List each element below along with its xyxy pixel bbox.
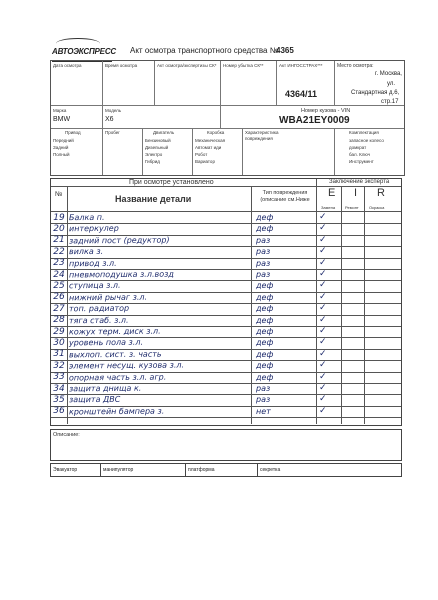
row-replace-check: ✓ xyxy=(319,246,327,257)
row-part-name: уровень пола з.л. xyxy=(68,338,144,348)
col-r-header: R xyxy=(377,187,385,199)
row-replace-check: ✓ xyxy=(319,348,327,359)
row-number: 19 xyxy=(53,212,65,223)
row-part-name: опорная часть з.л. агр. xyxy=(68,372,167,383)
col-e-header: E xyxy=(328,187,336,199)
manipulator-cell: манипулятор xyxy=(101,464,186,476)
row-part-name: интеркулер xyxy=(68,224,119,234)
date-cell: Дата осмотра xyxy=(51,61,103,106)
row-replace-check: ✓ xyxy=(319,269,327,279)
name-header: Название детали xyxy=(115,194,192,204)
make-cell: Марка BMW xyxy=(51,106,103,129)
damage-type-header: Тип повреждения (описание см.Ниже xyxy=(260,190,310,203)
row-part-name: кронштейн бампера з. xyxy=(68,406,165,417)
row-damage-type: деф xyxy=(256,304,274,314)
row-replace-check: ✓ xyxy=(319,280,327,291)
row-damage-type: раз xyxy=(256,247,271,257)
row-part-name: элемент несущ. кузова з.л. xyxy=(68,360,185,371)
document-title: Акт осмотра транспортного средства № xyxy=(130,46,279,55)
bottom-strip xyxy=(50,463,402,477)
row-number: 21 xyxy=(53,235,65,246)
gearbox-cell: Коробка Механическая Автомат иди Робот Вариатор xyxy=(193,129,243,175)
row-damage-type: раз xyxy=(256,270,271,279)
row-replace-check: ✓ xyxy=(319,257,327,268)
row-number: 28 xyxy=(53,315,65,326)
row-part-name: привод з.л. xyxy=(68,258,117,268)
damage-char-cell: Характеристика повреждения xyxy=(243,129,335,175)
row-replace-check: ✓ xyxy=(319,337,327,348)
row-replace-check: ✓ xyxy=(319,383,327,393)
row-replace-check: ✓ xyxy=(319,371,327,382)
row-number: 25 xyxy=(53,280,65,291)
findings-table: При осмотре установлено Заключение эксперта № Название детали Тип повреждения (описание см.Ниже E I R Замена Ремонт Окраска 19 Балка п. деф ✓ 20 интеркулер деф ✓ 21 задний пост (редуктор) раз ✓ 22 вилка з. раз ✓ 23 привод з.л. раз ✓ 24 пневмоподушка з.л.возд раз ✓ 25 ступица з.л. деф ✓ 26 нижний рычаг з.л. деф ✓ 27 топ. радиатор деф ✓ 28 тяга стаб. з.л. деф ✓ 29 кожух терм. диск з.л. деф ✓ 30 уровень пола з.л. деф ✓ 31 выхлоп. сист. з. часть деф ✓ 32 элемент несущ. кузова з.л. деф ✓ 33 опорная часть з.л. агр. деф ✓ 34 защита днища к. раз ✓ 35 защита ДВС раз ✓ 36 кронштейн бампера з. нет ✓ xyxy=(50,178,402,426)
row-damage-type: деф xyxy=(256,315,274,325)
row-part-name: защита ДВС xyxy=(68,395,121,405)
row-number: 29 xyxy=(53,326,65,337)
section-title: При осмотре установлено xyxy=(129,179,214,186)
engine-cell: Двигатель Бензиновый Дизельный Электро Гибрид xyxy=(143,129,193,175)
row-replace-check: ✓ xyxy=(319,303,327,314)
row-number: 34 xyxy=(53,383,65,394)
row-number: 26 xyxy=(53,292,65,303)
row-part-name: кожух терм. диск з.л. xyxy=(68,326,161,337)
row-damage-type: раз xyxy=(256,235,271,245)
vin-cell: Номер кузова - VIN WBA21EY0009 xyxy=(221,106,404,129)
row-number: 33 xyxy=(53,372,65,383)
kit-cell: Комплектация запасное колесо домкрат бал. Ключ Инструмент xyxy=(349,130,384,164)
expert-title: Заключение эксперта xyxy=(329,179,390,185)
platform-cell: платформа xyxy=(186,464,258,476)
row-part-name: выхлоп. сист. з. часть xyxy=(68,349,162,360)
row-replace-check: ✓ xyxy=(319,234,327,245)
row-replace-check: ✓ xyxy=(319,394,327,405)
row-part-name: задний пост (редуктор) xyxy=(68,235,170,246)
row-damage-type: деф xyxy=(256,292,274,302)
document-number: 4365 xyxy=(276,46,294,55)
row-damage-type: деф xyxy=(256,338,274,348)
ingosstrakh-act-cell: Акт ИНГОССТРАХ*** 4364/11 xyxy=(277,61,335,106)
col-i-header: I xyxy=(354,187,358,199)
model-cell: Модель X6 xyxy=(103,106,221,129)
drive-cell: Привод Передний Задний Полный xyxy=(51,129,103,175)
evacuator-cell: Эвакуатор xyxy=(51,464,101,476)
row-part-name: ступица з.л. xyxy=(68,281,121,291)
row-part-name: вилка з. xyxy=(68,247,104,257)
company-logo: АВТОЭКСПРЕСС xyxy=(52,40,112,62)
row-part-name: тяга стаб. з.л. xyxy=(68,315,129,325)
row-damage-type: деф xyxy=(256,361,274,371)
secretka-cell: секретка xyxy=(260,467,281,473)
row-part-name: нижний рычаг з.л. xyxy=(68,292,148,303)
row-number: 31 xyxy=(53,349,65,360)
row-damage-type: раз xyxy=(256,395,271,405)
row-number: 23 xyxy=(53,258,65,269)
row-replace-check: ✓ xyxy=(319,405,327,416)
row-damage-type: раз xyxy=(256,384,271,393)
row-part-name: топ. радиатор xyxy=(68,303,130,314)
row-damage-type: деф xyxy=(256,213,274,222)
row-number: 35 xyxy=(53,394,65,405)
row-damage-type: деф xyxy=(256,372,274,382)
header-grid xyxy=(50,60,405,176)
row-part-name: защита днища к. xyxy=(68,383,142,394)
time-cell: Время осмотра xyxy=(103,61,155,106)
row-replace-check: ✓ xyxy=(319,360,327,371)
row-number: 30 xyxy=(53,337,65,348)
row-replace-check: ✓ xyxy=(319,212,327,222)
row-damage-type: раз xyxy=(256,258,271,268)
row-damage-type: деф xyxy=(256,224,274,234)
row-replace-check: ✓ xyxy=(319,223,327,234)
row-number: 36 xyxy=(53,406,65,417)
row-part-name: Балка п. xyxy=(68,212,105,223)
row-damage-type: деф xyxy=(256,349,274,359)
row-part-name: пневмоподушка з.л.возд xyxy=(68,269,174,280)
insurance-act-cell: Акт осмотра/экспертизы СК* xyxy=(155,61,221,106)
row-damage-type: деф xyxy=(256,281,274,291)
row-number: 20 xyxy=(53,223,65,234)
row-replace-check: ✓ xyxy=(319,291,327,302)
remarks-box: Описание: xyxy=(50,429,402,461)
row-number: 27 xyxy=(53,303,65,314)
row-number: 24 xyxy=(53,269,65,280)
row-number: 32 xyxy=(53,360,65,371)
row-replace-check: ✓ xyxy=(319,326,327,336)
loss-number-cell: Номер убытка СК** xyxy=(221,61,277,106)
place-cell: Место осмотра: г. Москва, ул. Стандартная д.6, стр.17 xyxy=(335,61,404,106)
row-number: 22 xyxy=(53,246,65,257)
row-damage-type: нет xyxy=(256,406,271,416)
row-replace-check: ✓ xyxy=(319,314,327,325)
no-header: № xyxy=(55,191,63,198)
row-damage-type: деф xyxy=(256,327,274,336)
mileage-cell: Пробег xyxy=(103,129,143,175)
